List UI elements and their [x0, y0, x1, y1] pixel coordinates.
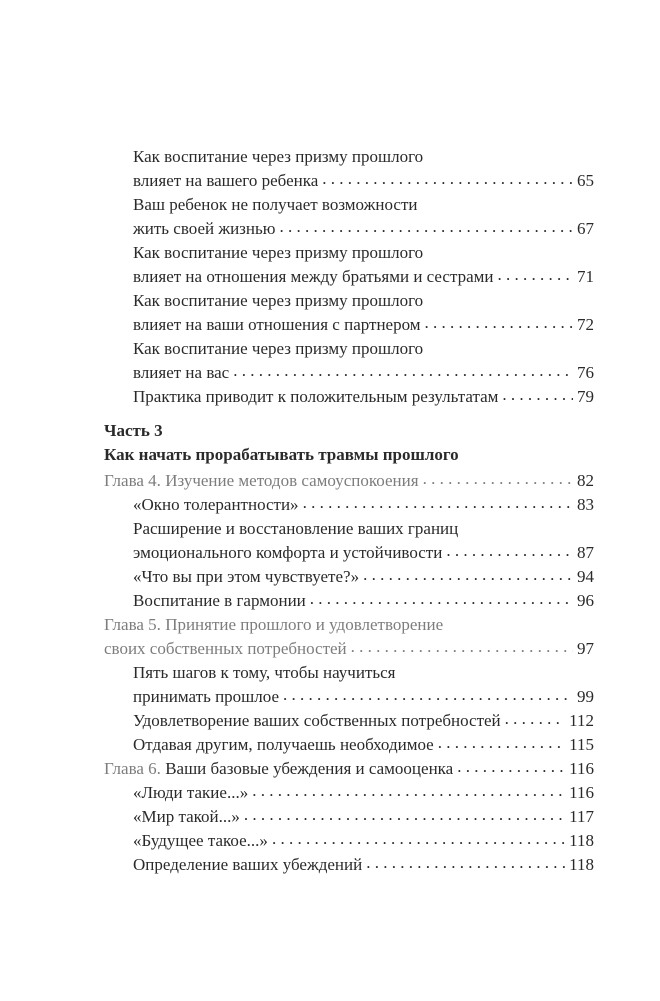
toc-entry-line	[104, 241, 594, 265]
part-label: Часть 3	[104, 421, 163, 440]
page-number: 76	[577, 363, 594, 382]
dot-leader	[279, 215, 573, 239]
page-number: 116	[569, 759, 594, 778]
dot-leader	[363, 563, 573, 587]
page-number: 115	[569, 735, 594, 754]
toc-entry-line	[104, 589, 594, 613]
page-number: 117	[569, 807, 594, 826]
toc-entry-text: Отдавая другим, получаешь необходимое	[133, 735, 434, 754]
toc-entry-line	[104, 685, 594, 709]
toc-entry-text: влияет на ваши отношения с партнером	[133, 315, 421, 334]
chapter-heading-cont	[104, 637, 594, 661]
dot-leader	[351, 635, 573, 659]
toc-entry-text: Практика приводит к положительным результатам	[133, 387, 499, 406]
toc-entry-line	[104, 661, 594, 685]
toc-entry-text: Расширение и восстановление ваших границ	[133, 519, 459, 538]
toc-entry-line	[104, 709, 594, 733]
page-number: 71	[577, 267, 594, 286]
toc-entry-line	[104, 337, 594, 361]
toc-entry-line	[104, 385, 594, 409]
toc-entry-text: Как воспитание через призму прошлого	[133, 291, 424, 310]
dot-leader	[283, 683, 573, 707]
toc-entry-text: «Люди такие...»	[133, 783, 249, 802]
toc-entry-line	[104, 565, 594, 589]
toc-entry-line	[104, 217, 594, 241]
page-number: 116	[569, 783, 594, 802]
dot-leader	[322, 167, 573, 191]
dot-leader	[310, 587, 573, 611]
toc-entry-text: влияет на вас	[133, 363, 230, 382]
toc-entry-line	[104, 853, 594, 877]
chapter-heading	[104, 613, 594, 637]
page-number: 83	[577, 495, 594, 514]
toc-entry-line	[104, 517, 594, 541]
toc-entry-text: Пять шагов к тому, чтобы научиться	[133, 663, 396, 682]
toc-entry-line	[104, 781, 594, 805]
page-number: 82	[577, 471, 594, 490]
toc-entry-line	[104, 145, 594, 169]
part-title: Как начать прорабатывать травмы прошлого	[104, 445, 459, 464]
chapter-title: своих собственных потребностей	[104, 639, 347, 658]
toc-entry-text: Как воспитание через призму прошлого	[133, 339, 424, 358]
toc-entry-line	[104, 805, 594, 829]
toc-entry-line	[104, 289, 594, 313]
page-number: 87	[577, 543, 594, 562]
toc-entry-text: жить своей жизнью	[133, 219, 276, 238]
toc-entry-line	[104, 541, 594, 565]
table-of-contents	[104, 145, 594, 877]
toc-entry-text: «Будущее такое...»	[133, 831, 268, 850]
toc-entry-line	[104, 829, 594, 853]
page-number: 67	[577, 219, 594, 238]
chapter-title: Ваши базовые убеждения и самооценка	[165, 759, 454, 778]
dot-leader	[366, 851, 565, 875]
toc-entry-text: принимать прошлое	[133, 687, 279, 706]
dot-leader	[233, 359, 573, 383]
chapter-number: Глава 5.	[104, 615, 161, 634]
page-number: 99	[577, 687, 594, 706]
toc-entry-line	[104, 733, 594, 757]
toc-entry-text: влияет на вашего ребенка	[133, 171, 319, 190]
dot-leader	[252, 779, 565, 803]
chapter-title: Изучение методов самоуспокоения	[165, 471, 419, 490]
toc-entry-text: «Что вы при этом чувствуете?»	[133, 567, 360, 586]
page-number: 118	[569, 831, 594, 850]
toc-entry-text: Определение ваших убеждений	[133, 855, 363, 874]
page-number: 97	[577, 639, 594, 658]
dot-leader	[446, 539, 573, 563]
page-number: 118	[569, 855, 594, 874]
page-number: 94	[577, 567, 594, 586]
dot-leader	[505, 707, 565, 731]
page-number: 112	[569, 711, 594, 730]
chapter-number: Глава 6.	[104, 759, 161, 778]
page-number: 96	[577, 591, 594, 610]
page-number: 79	[577, 387, 594, 406]
chapter-title: Принятие прошлого и удовлетворение	[165, 615, 444, 634]
dot-leader	[303, 491, 573, 515]
dot-leader	[423, 467, 573, 491]
page-number: 72	[577, 315, 594, 334]
chapter-heading	[104, 757, 594, 781]
dot-leader	[498, 263, 574, 287]
toc-entry-line	[104, 493, 594, 517]
toc-entry-text: Как воспитание через призму прошлого	[133, 243, 424, 262]
toc-entry-line	[104, 313, 594, 337]
chapter-heading	[104, 469, 594, 493]
dot-leader	[272, 827, 565, 851]
toc-entry-text: Ваш ребенок не получает возможности	[133, 195, 418, 214]
toc-entry-text: «Мир такой...»	[133, 807, 240, 826]
toc-entry-text: влияет на отношения между братьями и сестрами	[133, 267, 494, 286]
toc-entry-line	[104, 169, 594, 193]
dot-leader	[438, 731, 565, 755]
toc-entry-text: Как воспитание через призму прошлого	[133, 147, 424, 166]
dot-leader	[502, 383, 573, 407]
toc-entry-line	[104, 265, 594, 289]
toc-entry-text: эмоционального комфорта и устойчивости	[133, 543, 443, 562]
toc-entry-line	[104, 193, 594, 217]
dot-leader	[425, 311, 573, 335]
chapter-number: Глава 4.	[104, 471, 161, 490]
page-number: 65	[577, 171, 594, 190]
toc-entry-text: Воспитание в гармонии	[133, 591, 306, 610]
toc-entry-text: Удовлетворение ваших собственных потребностей	[133, 711, 501, 730]
toc-entry-text: «Окно толерантности»	[133, 495, 299, 514]
dot-leader	[457, 755, 565, 779]
toc-entry-line	[104, 361, 594, 385]
dot-leader	[244, 803, 565, 827]
